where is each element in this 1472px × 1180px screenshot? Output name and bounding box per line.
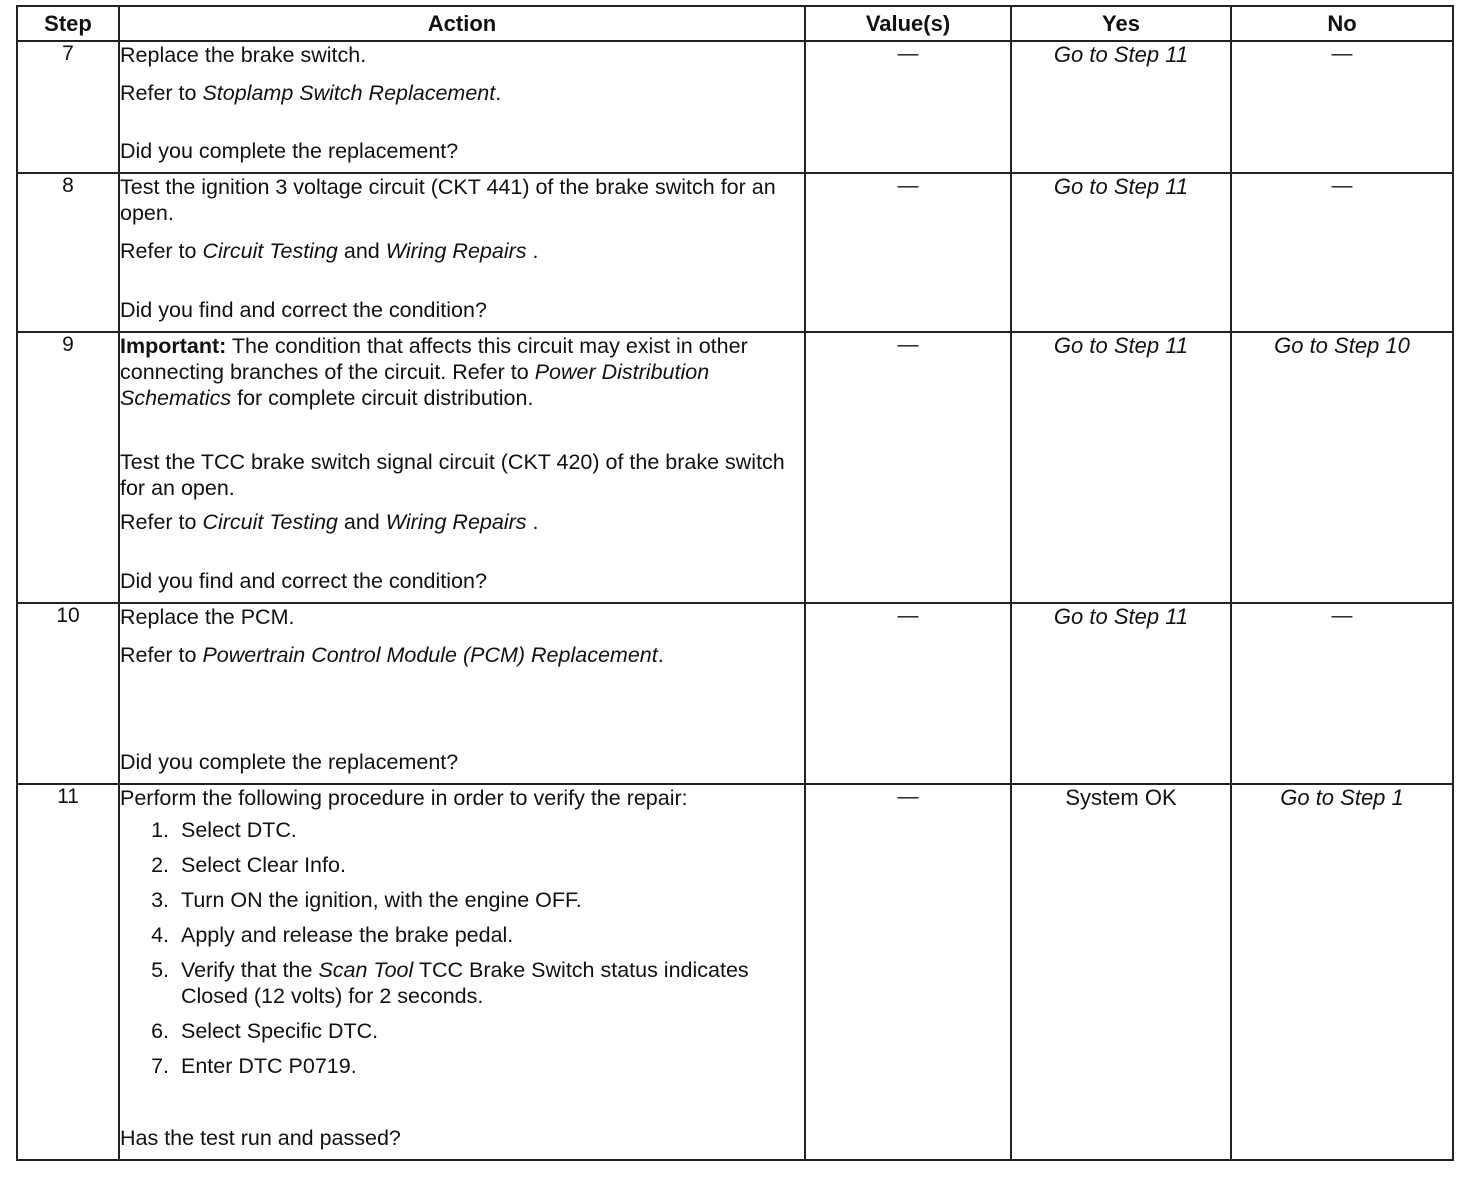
header-step: Step [17,6,119,41]
list-item: 2. Select Clear Info. [175,852,804,878]
value-cell: — [805,173,1011,332]
yes-cell: Go to Step 11 [1011,173,1231,332]
reference-link: Wiring Repairs [385,510,527,534]
reference-link: Circuit Testing [202,239,338,263]
important-note: Important: The condition that affects this circuit may exist in other connecting branches of the circuit. Refer to Power Distribution Schematics for complete circuit distribution. [120,334,748,410]
reference-line: Refer to Powertrain Control Module (PCM) Replacement. [120,643,664,667]
procedure-list [120,817,804,1081]
reference-line: Refer to Stoplamp Switch Replacement. [120,81,502,105]
action-text: Replace the PCM. [120,605,295,629]
reference-line: Refer to Circuit Testing and Wiring Repairs . [120,510,539,534]
yes-cell: Go to Step 11 [1011,332,1231,603]
step-number: 8 [17,173,119,332]
table-row [17,41,1453,173]
question-text: Did you complete the replacement? [120,750,459,774]
no-cell: — [1231,173,1453,332]
action-text: Perform the following procedure in order to verify the repair: [120,786,688,810]
question-text: Did you find and correct the condition? [120,569,487,593]
step-number: 10 [17,603,119,784]
step-number: 7 [17,41,119,173]
header-values: Value(s) [805,6,1011,41]
header-no: No [1231,6,1453,41]
yes-cell: System OK [1011,784,1231,1160]
reference-link: Scan Tool [318,958,414,982]
reference-line: Refer to Circuit Testing and Wiring Repairs . [120,239,539,263]
question-text: Has the test run and passed? [120,1126,401,1150]
list-item: 3. Turn ON the ignition, with the engine OFF. [175,887,804,913]
value-cell: — [805,41,1011,173]
action-cell [119,332,805,603]
no-cell: Go to Step 10 [1231,332,1453,603]
value-cell: — [805,784,1011,1160]
reference-link: Stoplamp Switch Replacement [202,81,496,105]
diagnostic-table [16,5,1454,1161]
important-label: Important: [120,334,227,358]
reference-link: Power Distribution Schematics [120,360,710,410]
table-row [17,784,1453,1160]
header-action: Action [119,6,805,41]
no-cell: — [1231,603,1453,784]
value-cell: — [805,603,1011,784]
step-number: 9 [17,332,119,603]
action-text: Replace the brake switch. [120,43,367,67]
action-text: Test the TCC brake switch signal circuit (CKT 420) of the brake switch for an open. [120,450,785,500]
action-text: Test the ignition 3 voltage circuit (CKT 441) of the brake switch for an open. [120,175,776,225]
list-item: 7. Enter DTC P0719. [175,1053,804,1079]
reference-link: Circuit Testing [202,510,338,534]
table-row [17,332,1453,603]
table-row [17,173,1453,332]
header-row [17,6,1453,41]
action-cell [119,603,805,784]
action-cell [119,41,805,173]
reference-link: Wiring Repairs [385,239,527,263]
action-cell [119,173,805,332]
list-item: 6. Select Specific DTC. [175,1018,804,1044]
yes-cell: Go to Step 11 [1011,603,1231,784]
question-text: Did you complete the replacement? [120,139,459,163]
question-text: Did you find and correct the condition? [120,298,487,322]
no-cell: Go to Step 1 [1231,784,1453,1160]
value-cell: — [805,332,1011,603]
action-cell [119,784,805,1160]
yes-cell: Go to Step 11 [1011,41,1231,173]
no-cell: — [1231,41,1453,173]
reference-link: Powertrain Control Module (PCM) Replacement [202,643,658,667]
list-item: 1. Select DTC. [175,817,804,843]
list-item: 5. Verify that the Scan Tool TCC Brake Switch status indicates Closed (12 volts) for 2 seconds. [175,957,804,1009]
list-item: 4. Apply and release the brake pedal. [175,922,804,948]
table-row [17,603,1453,784]
header-yes: Yes [1011,6,1231,41]
step-number: 11 [17,784,119,1160]
